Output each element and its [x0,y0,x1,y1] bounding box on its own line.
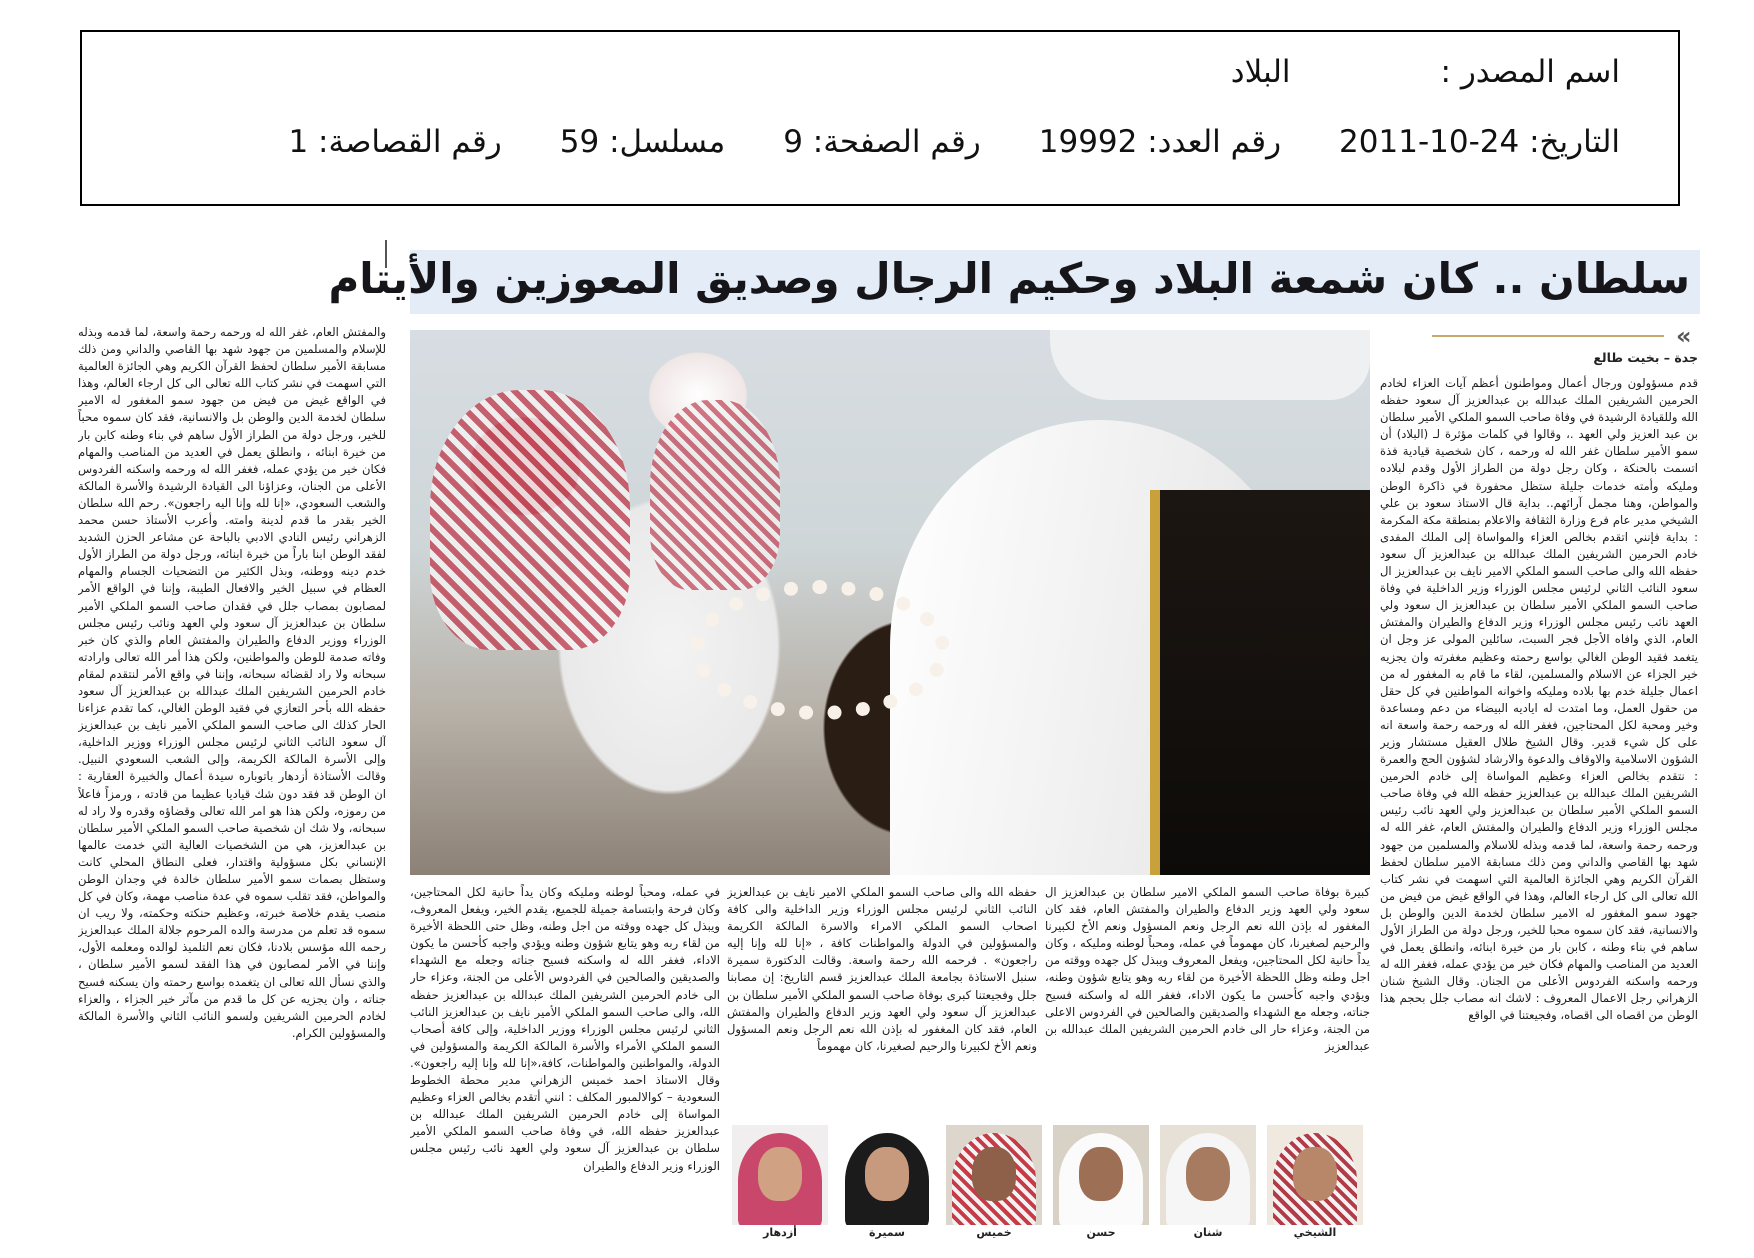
source-line [1231,54,1620,90]
portrait-photo [732,1125,828,1225]
portrait-name: أزدهار [763,1226,797,1239]
clip-field: رقم القصاصة: 1 [288,124,502,160]
article-column-left: والمفتش العام، غفر الله له ورحمه رحمة واسعة، لما قدمه وبذله للإسلام والمسلمين من جهود شهد بها القاصي والداني ومن ذلك مسابقة الأمير سلطان لحفظ القرآن الكريم وهي الجائزة العالمية التي اسهمت في نشر كتاب الله تعالى الى كل ارجاء العالم، وهذا في الواقع غيض من فيض من جهود سمو المغفور له الامير سلطان لخدمة الدين والوطن بل والانسانية، فقد كان سموه محباً للخير، ورجل دولة من الطراز الأول ساهم في بناء وطنه كابن بار من خيرة ابنائه ، وانطلق يعمل في العديد من المناصب والمهام فكان خير من يؤدي عمله، فغفر الله له ورحمه واسكنه الفردوس الأعلى من الجنان، وعزاؤنا الى القيادة الرشيدة والأسرة المالكة والشعب السعودي، «إنا لله وإنا اليه راجعون». رحم الله سلطان الخير بقدر ما قدم لدينة وامته. وأعرب الأستاذ حسن محمد الزهراني رئيس النادي الادبي بالباحة عن مشاعر الحزن الشديد لفقد الوطن ابنا باراً من خيرة ابنائه، ورجل دولة من الطراز الأول خدم دينه ووطنه، وبذل الكثير من التضحيات الجسام والمهام العظام في سبيل الخير والافعال الطيبة، وإننا في الواقع الأمر لمصابون بمصاب جلل في فقدان صاحب السمو الملكي الأمير سلطان بن عبدالعزيز آل سعود ولي العهد ونائب رئيس مجلس الوزراء ووزير الدفاع والطيران والمفتش العام والذي كان خبر وفاته صدمة للوطن والمواطنين، ولكن هذا أمر الله تعالى وارادته سبحانه ولا راد لقضائه سبحانه، وإننا في واقع الأمر لنتقدم لمقام خادم الحرمين الشريفين الملك عبدالله بن عبدالعزيز آل سعود حفظه الله بأحر التعازي في فقيد الوطن الغالي، كما تقدم عزاءنا الحار كذلك الى صاحب السمو الملكي الأمير نايف بن عبدالعزيز آل سعود النائب الثاني لرئيس مجلس الوزراء ووزير الداخلية، وإلى الأسرة المالكة الكريمة، وإلى الشعب السعودي النبيل. وقالت الأستاذة أزدهار باتوباره سيدة أعمال والخبيرة العقارية : ان الوطن قد فقد دون شك قياديا عظيما من قادته ، ورمزاً فاعلاً من رموزه، ولكن هذا هو امر الله تعالى وقضاؤه وقدره ولا راد له سبحانه، ولا شك ان شخصية صاحب السمو الملكي الأمير سلطان بن عبدالعزيز، هي من الشخصيات العالية التي خدمت عالمها الإنساني بكل مسؤولية واقتدار، فعلى النطاق المحلي كانت وستظل بصمات سمو الأمير سلطان خالدة في وجدان الوطن والمواطن، فقد تقلب سموه في عدة مناصب مهمة، وكان في كل منصب يقدم خلاصة خبرته، وعظيم حنكته وحكمته، ولا ريب ان سموه قد تعلم من مدرسة والده المرحوم جلالة الملك عبدالعزيز رحمه الله مؤسس بلادنا، فكان نعم التلميذ لوالده ومعلمه الأول، وإننا في الأمر لمصابون في هذا الفقد لسمو الأمير سلطان ، والذي نسأل الله تعالى ان يتغمده بواسع رحمته وان يسكنه فسيح جناته ، وان يجزيه عن كل ما قدم من مآثر خير الجزاء ، والعزاء لخادم الحرمين الشريفين ولسمو النائب الثاني والأسرة المالكة والمسؤولين الكرام. [78,325,386,1040]
portrait-photo [839,1125,935,1225]
serial-field: مسلسل: 59 [559,124,726,160]
source-value: البلاد [1230,54,1291,90]
byline: جدة – بخيت طالع [1593,350,1698,365]
byline-rule [1432,335,1664,337]
main-photo [410,330,1370,875]
portrait-name: شنان [1193,1226,1223,1239]
quote-mark-icon: « [1676,322,1692,350]
portrait-name: الشيخي [1293,1226,1337,1239]
source-label: اسم المصدر : [1440,54,1620,90]
portrait-photo [1053,1125,1149,1225]
source-info-box [80,30,1680,206]
portrait-name: سميرة [868,1226,906,1239]
page-field: رقم الصفحة: 9 [783,124,981,160]
article-column-c: في عمله، ومحباً لوطنه ومليكه وكان يداً حانية لكل المحتاجين، وكان فرحة وابتسامة جميلة للجميع، يقدم الخير، ويفعل المعروف، ويبذل كل جهده ووقته من اجل وطنه، وظل حتى اللحظة الأخيرة من لقاء ربه وهو يتابع شؤون وطنه ويؤدي واجبه كأحسن ما يكون الاداء، فغفر الله له واسكنه فسيح جناته وجعله مع الشهداء والصديقين والصالحين في الفردوس الأعلى من الجنة، وعزاء حار الى خادم الحرمين الشريفين الملك عبدالله بن عبدالعزيز حفظه الله، والى صاحب السمو الملكي الأمير نايف بن عبدالعزيز النائب الثاني لرئيس مجلس الوزراء ووزير الداخلية، وإلى كافة أصحاب السمو الملكي الأمراء والأسرة المالكة الكريمة والمسؤولين في الدولة، والمواطنين والمواطنات، كافة،«إنا لله وإنا إليه راجعون». وقال الاستاذ احمد خميس الزهراني مدير محطة الخطوط السعودية – كوالالمبور المكلف : انني أتقدم بخالص العزاء وعظيم المواساة إلى خادم الحرمين الشريفين الملك عبدالله بن عبدالعزيز حفظه الله، في وفاة صاحب السمو الملكي الأمير سلطان بن عبدالعزيز آل سعود ولي العهد نائب رئيس مجلس الوزراء وزير الدفاع والطيران [410,885,720,1173]
issue-field: رقم العدد: 19992 [1038,124,1282,160]
figure-middle-keffiyeh [650,400,780,590]
portrait-photo [946,1125,1042,1225]
portrait-name: حسن [1086,1226,1116,1239]
flower-wreath [690,580,950,720]
article-column-right: قدم مسؤولون ورجال أعمال ومواطنون أعظم آيات العزاء لخادم الحرمين الشريفين الملك عبدالله بن عبدالعزيز آل سعود حفظه الله وللقيادة الرشيدة في وفاة صاحب السمو الملكي الأمير سلطان بن عبد العزيز ولي العهد .، وقالوا في كلمات مؤثرة لـ (البلاد) أن سمو الأمير سلطان غفر الله له ورحمه ، كان شخصية قيادية فذة اتسمت بالحنكة ، وكان رجل دولة من الطراز الأول وقدم لبلاده ومليكه وأمته خدمات جليلة ستظل محفورة في ذاكرة الوطن والمواطن، وهنا مجمل آرائهم.. بداية قال الاستاذ سعود بن علي الشيخي مدير عام فرع وزارة الثقافة والاعلام بمنطقة مكة المكرمة : بداية فإنني اتقدم بخالص العزاء والمواساة إلى الملك المفدى خادم الحرمين الشريفين الملك عبدالله بن عبدالعزيز آل سعود حفظه الله والى صاحب السمو الملكي الامير نايف بن عبدالعزيز ال سعود النائب الثاني لرئيس مجلس الوزراء وزير الداخلية في وفاة صاحب السمو الملكي الأمير سلطان بن عبدالعزيز ال سعود ولي العهد نائب رئيس مجلس الوزراء وزير الدفاع والطيران والمفتش العام، الذي وافاه الأجل فجر السبت، سائلين المولى عز وجل ان يتغمد فقيد الوطن الغالي بواسع رحمته وعظيم مغفرته وان يجزيه خير الجزاء عن الاسلام والمسلمين، لقاء ما قام به المغفور له من اعمال جليلة خدم بها بلاده ومليكه واخوانه المواطنين في كل حقل من حقول العمل، وما امتدت له اياديه البيضاء من دعم ومساعدة وخير ومحبة لكل المحتاجين، فغفر الله له ورحمه رحمة واسعة انه على كل شيء قدير. وقال الشيخ طلال العقيل مستشار وزير الشؤون الاسلامية والاوقاف والدعوة والارشاد لشؤون الحج والعمرة : نتقدم بخالص العزاء وعظيم المواساة إلى خادم الحرمين الشريفين الملك عبدالله بن عبدالعزيز حفظه الله في وفاة صاحب السمو الملكي الأمير سلطان بن عبدالعزيز ولي العهد نائب رئيس مجلس الوزراء وزير الدفاع والطيران والمفتش العام، غفر الله له ورحمه رحمة واسعة، لما قدمه وبذله للاسلام والمسلمين من جهود شهد بها القاصي والداني ومن ذلك مسابقة الامير سلطان لحفظ القرآن الكريم وهي الجائزة العالمية التي اسهمت في نشر كتاب الله تعالى الى كل ارجاء العالم، وهذا في الواقع غيض من فيض من جهود سمو المغفور له الامير سلطان لخدمة الدين والوطن بل والانسانية، فقد كان سموه محبا للخير، ورجل دولة من الطراز الأول ساهم في بناء وطنه ، كابن بار من خيرة ابنائه، وانطلق يعمل في العديد من المناصب والمهام فكان خير من يؤدي عمله، فغفر الله له ورحمه واسكنه الفردوس الأعلى من الجنان. وقال الشيخ شنان الزهراني رجل الاعمال المعروف : لاشك انه مصاب جلل بحجم هذا الوطن من اقصاه الى اقصاه، وفجيعتنا في الواقع [1380,376,1698,1023]
portrait-photo [1267,1125,1363,1225]
headline: سلطان .. كان شمعة البلاد وحكيم الرجال وصديق المعوزين والأيتام [328,254,1690,303]
headline-banner [328,250,1700,314]
portrait-strip [732,1125,1370,1243]
figure-left-keffiyeh [430,390,630,650]
date-field: التاريخ: 24-10-2011 [1339,124,1620,160]
portrait-photo [1160,1125,1256,1225]
meta-line [288,124,1620,160]
portrait-name: خميس [976,1226,1012,1239]
airplane-shape [1050,330,1370,400]
figure-right-bisht [1150,490,1370,875]
article-column-b: حفظه الله والى صاحب السمو الملكي الامير نايف بن عبدالعزيز النائب الثاني لرئيس مجلس الوزراء وزير الداخلية والى كافة اصحاب السمو الملكي الامراء والاسرة المالكة الكريمة والمسؤولين في الدولة والمواطنات كافة ، «إنا لله وإنا إليه راجعون» . فرحمه الله رحمة واسعة. وقالت الدكتورة سميرة سنبل الاستاذة بجامعة الملك عبدالعزيز قسم التاريخ: إن مصابنا جلل وفجيعتنا كبرى بوفاة صاحب السمو الملكي الأمير سلطان بن عبدالعزيز آل سعود ولي العهد وزير الدفاع والطيران والمفتش العام، فقد كان المغفور له بإذن الله نعم الرجل ونعم المسؤول ونعم الأخ لكبيرنا والرحيم لصغيرنا، كان مهموماً [727,885,1037,1053]
article-column-a: كبيرة بوفاة صاحب السمو الملكي الامير سلطان بن عبدالعزيز ال سعود ولي العهد وزير الدفاع والطيران والمفتش العام، فقد كان المغفور له بإذن الله نعم الرجل ونعم المسؤول ونعم الأخ لكبيرنا والرحيم لصغيرنا، كان مهموماً في عمله، ومحباً لوطنه ومليكه ، وكان يداً حانية لكل المحتاجين، ويفعل المعروف ويبذل كل جهده ووقته من اجل وطنه وظل اللحظة الأخيرة من لقاء ربه وهو يتابع شؤون وطنه، ويؤدي واجبه كأحسن ما يكون الاداء، فغفر الله له واسكنه فسيح جناته، وجعله مع الشهداء والصديقين والصالحين في الفردوس الاعلى من الجنة، وعزاء حار الى خادم الحرمين الشريفين الملك عبدالله بن عبدالعزيز [1045,885,1370,1053]
